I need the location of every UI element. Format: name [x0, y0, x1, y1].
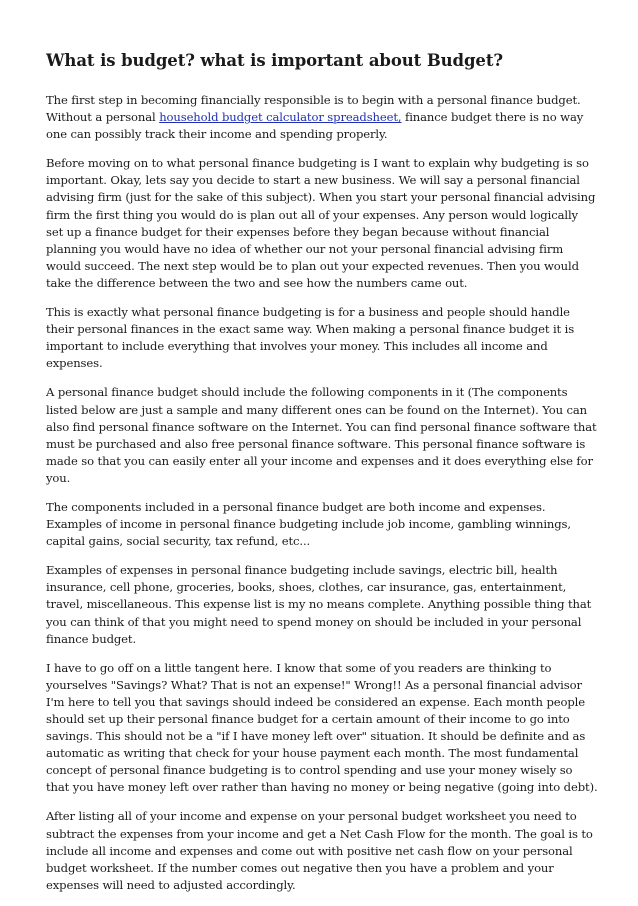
document-page: [46, 50, 598, 906]
paragraph-why-budget: Before moving on to what personal finance budgeting is I want to explain why budgeting is so important. Okay, lets say you decide to start a new business. We will say a personal financial advising firm (just for the sake of this subject). When you start your personal financial advising firm the first thing you would do is plan out all of your expenses. Any person would logically set up a finance budget for their expenses before they began because without financial planning you would have no idea of whether our not your personal financial advising firm would succeed. The next step would be to plan out your expected revenues. Then you would take the difference between the two and see how the numbers came out.: [46, 156, 596, 290]
document-title: What is budget? what is important about Budget?: [46, 51, 503, 70]
intro-text-before-link: The first step in becoming financially responsible is to begin with a personal finance budget. Without a personal: [46, 93, 581, 125]
paragraph-savings: I have to go off on a little tangent here. I know that some of you readers are thinking to yourselves "Savings? What? That is not an expense!" Wrong!! As a personal financial advisor I'm here to tell you that savings should indeed be considered an expense. Each month people should set up their personal finance budget for a certain amount of their income to go into savings. This should not be a "if I have money left over" situation. It should be definite and as automatic as writing that check for your house payment each month. The most fundamental concept of personal finance budgeting is to control spending and use your money wisely so that you have money left over rather than having no money or being negative (going into debt).: [46, 660, 598, 795]
paragraph-income: The components included in a personal finance budget are both income and expenses. Examples of income in personal finance budgeting include job income, gambling winnings, capital gains, social security, tax refund, etc...: [46, 499, 571, 549]
paragraph-net-cash-flow: After listing all of your income and expense on your personal budget worksheet you need to subtract the expenses from your income and get a Net Cash Flow for the month. The goal is to include all income and expenses and come out with positive net cash flow on your personal budget worksheet. If the number comes out negative then you have a problem and your expenses will need to adjusted accordingly.: [46, 809, 593, 892]
paragraph-intro: [46, 92, 598, 143]
paragraph-expenses: Examples of expenses in personal finance budgeting include savings, electric bill, health insurance, cell phone, groceries, books, shoes, clothes, car insurance, gas, entertainment, travel, miscellaneous. This expense list is my no means complete. Anything possible thing that you can think of that you might need to spend money on should be included in your personal finance budget.: [46, 563, 592, 646]
intro-text-after-link: finance budget there is no way one can possibly track their income and spending properly.: [46, 110, 584, 142]
paragraph-what-budgeting-is: This is exactly what personal finance budgeting is for a business and people should handle their personal finances in the exact same way. When making a personal finance budget it is important to include everything that involves your money. This includes all income and expenses.: [46, 305, 575, 371]
paragraph-components: A personal finance budget should include the following components in it (The components listed below are just a sample and many different ones can be found on the Internet). You can also find personal finance software on the Internet. You can find personal finance software that must be purchased and also free personal finance software. This personal finance software is made so that you can easily enter all your income and expenses and it does everything else for you.: [46, 385, 597, 485]
budget-calculator-link[interactable]: household budget calculator spreadsheet,: [159, 110, 402, 125]
